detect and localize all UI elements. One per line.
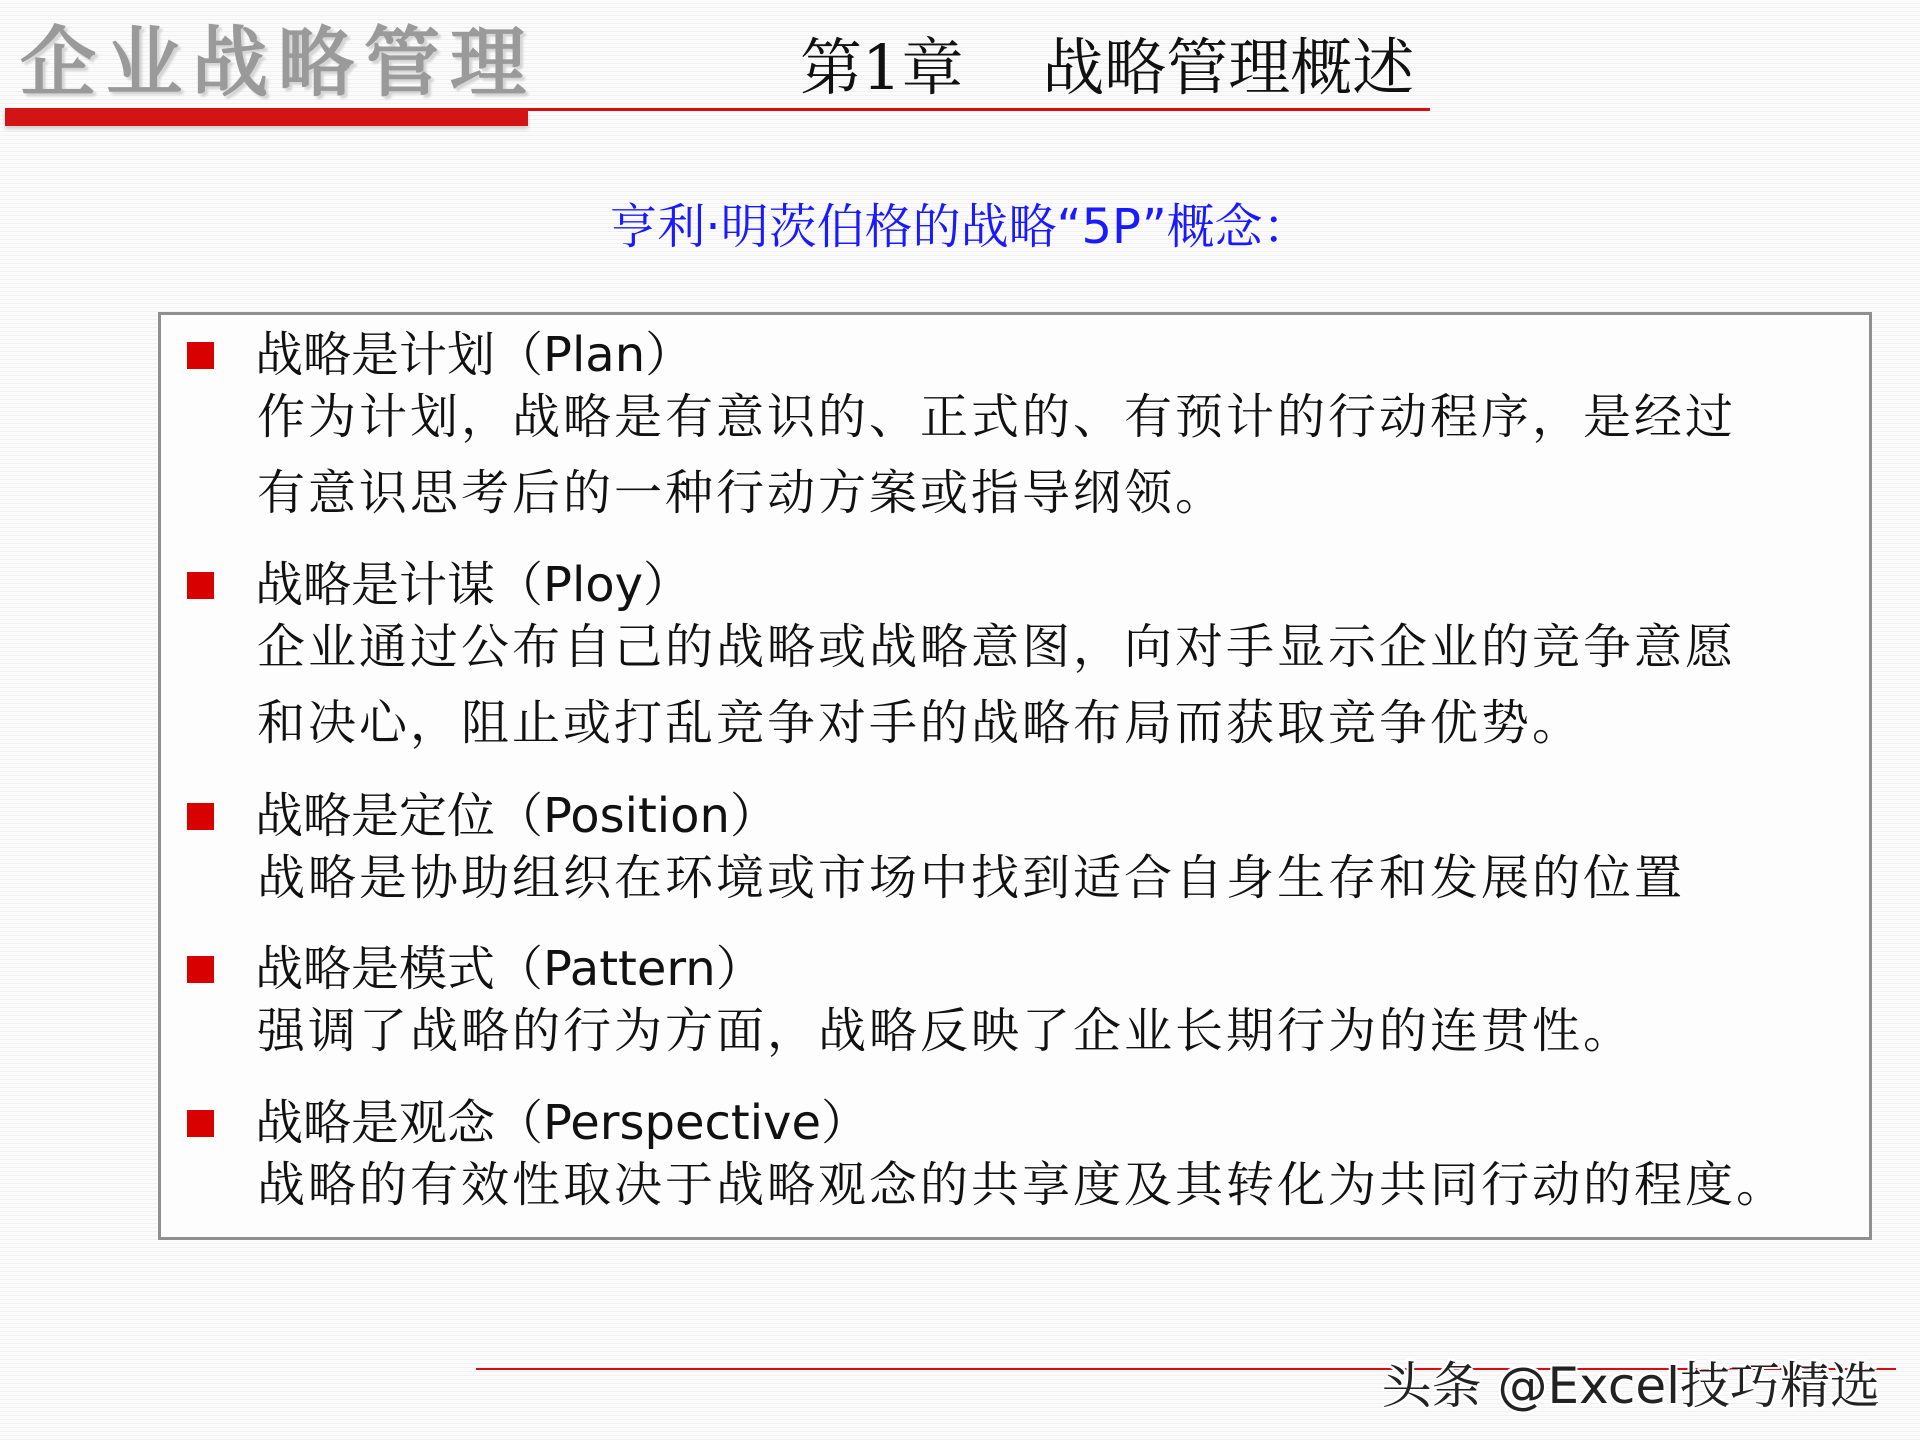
item-description-line: 战略的有效性取决于战略观念的共享度及其转化为共同行动的程度。 bbox=[257, 1157, 1788, 1213]
item-description-line: 强调了战略的行为方面，战略反映了企业长期行为的连贯性。 bbox=[257, 1003, 1635, 1059]
square-bullet-icon bbox=[187, 956, 214, 983]
chapter-title: 第1章 战略管理概述 bbox=[800, 31, 1415, 104]
item-heading: 战略是模式（Pattern） bbox=[255, 941, 764, 997]
item-heading: 战略是定位（Position） bbox=[255, 788, 778, 844]
content-box bbox=[158, 312, 1872, 1240]
item-description-line: 作为计划，战略是有意识的、正式的、有预计的行动程序，是经过 bbox=[257, 389, 1737, 445]
header-accent-bar bbox=[5, 110, 528, 126]
square-bullet-icon bbox=[187, 572, 214, 599]
item-heading: 战略是观念（Perspective） bbox=[255, 1095, 869, 1151]
item-description-line: 有意识思考后的一种行动方案或指导纲领。 bbox=[257, 465, 1227, 521]
course-title: 企业战略管理 bbox=[20, 18, 536, 107]
item-heading: 战略是计划（Plan） bbox=[255, 327, 694, 383]
square-bullet-icon bbox=[187, 342, 214, 369]
watermark: 头条 @Excel技巧精选 bbox=[1381, 1357, 1880, 1415]
item-description-line: 战略是协助组织在环境或市场中找到适合自身生存和发展的位置 bbox=[257, 850, 1686, 906]
slide-subtitle: 亨利·明茨伯格的战略“5P”概念： bbox=[609, 199, 1311, 255]
item-description-line: 和决心，阻止或打乱竞争对手的战略布局而获取竞争优势。 bbox=[257, 695, 1584, 751]
square-bullet-icon bbox=[187, 803, 214, 830]
item-description-line: 企业通过公布自己的战略或战略意图，向对手显示企业的竞争意愿 bbox=[257, 619, 1737, 675]
square-bullet-icon bbox=[187, 1110, 214, 1137]
item-heading: 战略是计谋（Ploy） bbox=[255, 557, 692, 613]
